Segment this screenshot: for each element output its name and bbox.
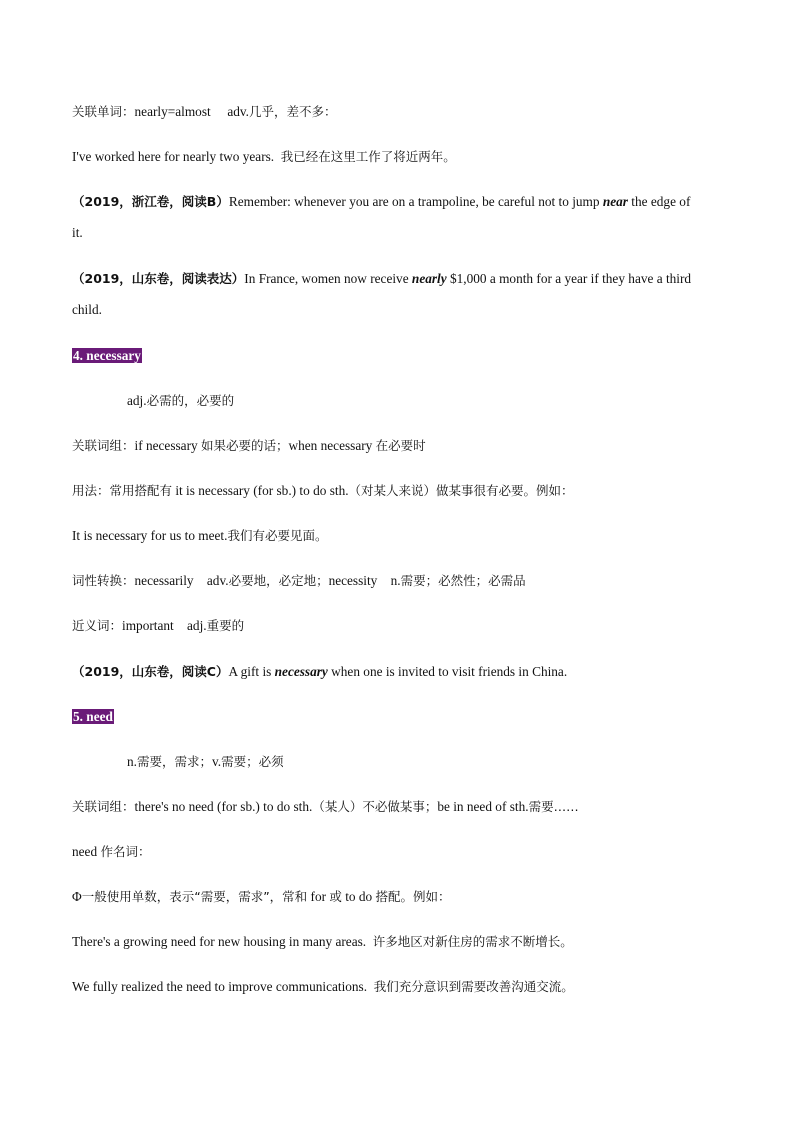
exam-quote-zhejiang-cont: it. bbox=[72, 225, 83, 240]
word-forms-necessary: 词性转换：necessarily adv.必要地，必定地；necessity n.需要；必然性；必需品 bbox=[72, 573, 526, 588]
definition-need: n.需要，需求；v.需要；必须 bbox=[127, 754, 284, 769]
example-sentence: It is necessary for us to meet.我们有必要见面。 bbox=[72, 528, 328, 543]
related-word-line: 关联单词：nearly=almost adv.几乎，差不多： bbox=[72, 104, 337, 119]
exam-quote-shandong-c: （2019，山东卷，阅读C）A gift is necessary when one is invited to visit friends in China. bbox=[72, 664, 568, 679]
synonym-necessary: 近义词：important adj.重要的 bbox=[72, 618, 245, 633]
exam-quote-shandong: （2019，山东卷，阅读表达）In France, women now receive nearly $1,000 a month for a year if they have a third bbox=[72, 271, 692, 286]
example-sentence: We fully realized the need to improve communications. 我们充分意识到需要改善沟通交流。 bbox=[72, 979, 574, 994]
related-phrases-necessary: 关联词组：if necessary 如果必要的话；when necessary 在必要时 bbox=[72, 438, 426, 453]
example-sentence: There's a growing need for new housing in many areas. 许多地区对新住房的需求不断增长。 bbox=[72, 934, 573, 949]
exam-quote-zhejiang: （2019，浙江卷，阅读B）Remember: whenever you are on a trampoline, be careful not to jump near the edge of bbox=[72, 194, 691, 209]
related-phrases-need: 关联词组：there's no need (for sb.) to do sth.（某人）不必做某事；be in need of sth.需要…… bbox=[72, 799, 579, 814]
section-heading-need: 5. need bbox=[73, 709, 113, 724]
example-sentence: I've worked here for nearly two years. 我已经在这里工作了将近两年。 bbox=[72, 149, 456, 164]
usage-necessary: 用法：常用搭配有 it is necessary (for sb.) to do sth.（对某人来说）做某事很有必要。例如： bbox=[72, 483, 574, 498]
section-heading-necessary: 4. necessary bbox=[73, 348, 141, 363]
need-as-noun: need 作名词： bbox=[72, 844, 151, 859]
usage-need-noun: Φ一般使用单数，表示“需要，需求”，常和 for 或 to do 搭配。例如： bbox=[72, 889, 451, 904]
exam-quote-shandong-cont: child. bbox=[72, 302, 102, 317]
definition-necessary: adj.必需的，必要的 bbox=[127, 393, 235, 408]
